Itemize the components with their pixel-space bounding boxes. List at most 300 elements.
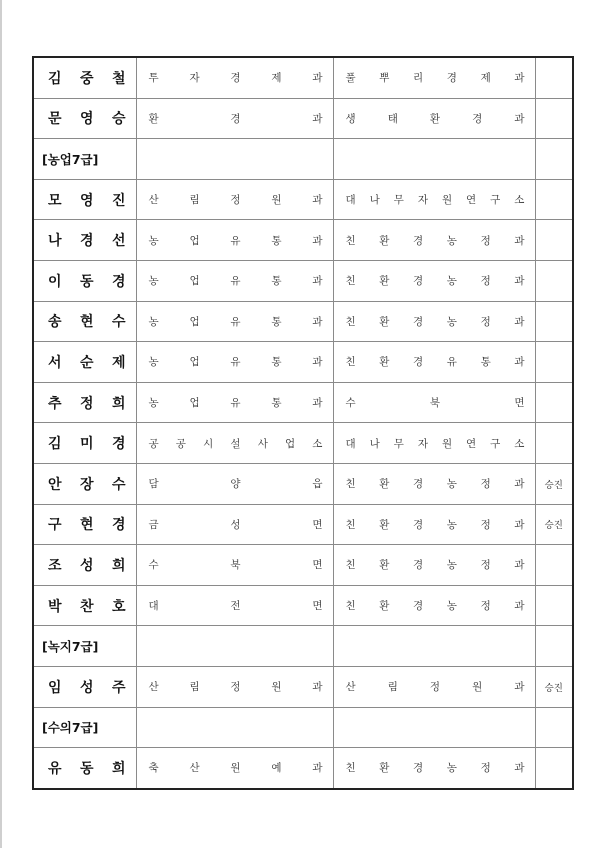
personnel-table-body	[33, 57, 573, 789]
section-to-empty	[333, 626, 535, 667]
previous-dept	[137, 598, 333, 613]
new-dept-char: 연	[466, 437, 477, 450]
new-dept	[334, 679, 535, 694]
employee-name	[34, 230, 136, 250]
name-cell	[33, 301, 136, 342]
employee-name-char: 성	[79, 557, 94, 574]
new-dept-char: 환	[379, 478, 390, 491]
new-dept-char: 친	[345, 559, 356, 572]
employee-name-char: 찬	[79, 598, 94, 615]
previous-dept-char: 통	[271, 275, 282, 288]
employee-name-char: 경	[79, 233, 94, 250]
new-dept-char: 농	[446, 518, 457, 531]
table-row	[33, 260, 573, 301]
new-dept	[334, 273, 535, 288]
new-dept-cell	[333, 666, 535, 707]
note-cell	[535, 342, 573, 383]
previous-dept-char: 통	[271, 356, 282, 369]
previous-dept-char: 산	[148, 681, 159, 694]
employee-name-char: 진	[111, 192, 126, 209]
previous-dept-char: 원	[230, 762, 241, 775]
employee-name-char: 승	[111, 111, 126, 128]
employee-name-char: 동	[79, 273, 94, 290]
employee-name-char: 송	[48, 314, 62, 331]
employee-name-char: 주	[111, 679, 126, 696]
previous-dept-char: 과	[312, 681, 323, 694]
new-dept-char: 산	[345, 681, 356, 694]
name-cell	[33, 98, 136, 139]
new-dept-char: 친	[345, 275, 356, 288]
table-row	[33, 748, 573, 789]
new-dept-char: 원	[441, 437, 453, 450]
new-dept-cell	[333, 463, 535, 504]
previous-dept-char: 업	[284, 437, 296, 450]
section-label-cell	[33, 626, 136, 667]
employee-name-char: 수	[111, 314, 126, 331]
employee-name	[34, 311, 136, 331]
previous-dept-char: 전	[230, 600, 241, 613]
name-cell	[33, 748, 136, 789]
note-cell	[535, 382, 573, 423]
new-dept-char: 과	[514, 762, 525, 775]
section-to-empty	[333, 139, 535, 180]
new-dept-cell	[333, 504, 535, 545]
previous-dept	[137, 760, 333, 775]
previous-dept-cell	[136, 260, 333, 301]
previous-dept-char: 과	[312, 112, 323, 125]
employee-name	[34, 758, 136, 778]
previous-dept-char: 소	[312, 437, 323, 450]
new-dept-char: 정	[480, 315, 491, 328]
previous-dept-char: 설	[230, 437, 241, 450]
note-cell	[535, 666, 573, 707]
new-dept-char: 경	[413, 559, 424, 572]
new-dept-cell	[333, 301, 535, 342]
previous-dept-char: 농	[148, 234, 159, 247]
previous-dept-char: 예	[271, 762, 282, 775]
name-cell	[33, 57, 136, 98]
previous-dept-char: 금	[148, 518, 159, 531]
employee-name-char: 김	[48, 70, 62, 87]
new-dept	[334, 354, 535, 369]
new-dept-char: 환	[379, 275, 390, 288]
page-edge	[0, 0, 2, 848]
new-dept-char: 환	[379, 518, 390, 531]
previous-dept-char: 과	[312, 275, 323, 288]
employee-name-char: 선	[111, 233, 126, 250]
new-dept-char: 농	[446, 315, 457, 328]
employee-name-char: 순	[79, 354, 94, 371]
new-dept-char: 친	[345, 762, 356, 775]
previous-dept-char: 유	[230, 315, 241, 328]
note-cell	[535, 220, 573, 261]
previous-dept-char: 읍	[312, 478, 323, 491]
previous-dept-cell	[136, 504, 333, 545]
new-dept-char: 농	[446, 234, 457, 247]
new-dept-char: 환	[379, 600, 390, 613]
section-row	[33, 626, 573, 667]
note-cell	[535, 260, 573, 301]
new-dept	[334, 476, 535, 491]
new-dept-char: 무	[393, 437, 404, 450]
new-dept-char: 친	[345, 600, 356, 613]
new-dept-char: 정	[480, 559, 491, 572]
employee-name-char: 동	[79, 760, 94, 777]
new-dept-char: 친	[345, 315, 356, 328]
previous-dept-char: 담	[148, 478, 159, 491]
employee-name-char: 박	[48, 598, 62, 615]
new-dept-char: 정	[480, 518, 491, 531]
name-cell	[33, 423, 136, 464]
employee-name-char: 영	[79, 111, 94, 128]
employee-name-char: 성	[79, 679, 94, 696]
employee-name-char: 희	[111, 395, 126, 412]
previous-dept-cell	[136, 585, 333, 626]
employee-name-char: 현	[79, 314, 94, 331]
new-dept-char: 리	[413, 72, 424, 85]
new-dept-char: 과	[514, 559, 525, 572]
note-cell	[535, 585, 573, 626]
new-dept-char: 환	[379, 559, 390, 572]
section-row	[33, 707, 573, 748]
previous-dept	[137, 192, 333, 207]
new-dept-char: 경	[413, 518, 424, 531]
new-dept-char: 태	[387, 112, 398, 125]
previous-dept	[137, 111, 333, 126]
table-row	[33, 666, 573, 707]
table-row	[33, 504, 573, 545]
new-dept	[334, 192, 535, 207]
section-note-empty	[535, 707, 573, 748]
new-dept-char: 경	[472, 112, 483, 125]
new-dept-char: 환	[379, 356, 390, 369]
new-dept-char: 생	[345, 112, 356, 125]
new-dept-cell	[333, 220, 535, 261]
previous-dept-char: 과	[312, 356, 323, 369]
previous-dept-cell	[136, 342, 333, 383]
new-dept-cell	[333, 179, 535, 220]
previous-dept-char: 과	[312, 762, 323, 775]
previous-dept	[137, 395, 333, 410]
new-dept-char: 과	[514, 315, 525, 328]
previous-dept-char: 제	[271, 72, 282, 85]
new-dept-cell	[333, 57, 535, 98]
employee-name	[34, 271, 136, 291]
section-note-empty	[535, 139, 573, 180]
previous-dept-cell	[136, 220, 333, 261]
new-dept-char: 통	[480, 356, 491, 369]
new-dept	[334, 436, 535, 451]
previous-dept-char: 농	[148, 315, 159, 328]
employee-name-char: 철	[111, 70, 126, 87]
previous-dept	[137, 233, 333, 248]
employee-name-char: 정	[79, 395, 94, 412]
new-dept-char: 과	[514, 234, 525, 247]
table-row	[33, 98, 573, 139]
table-row	[33, 179, 573, 220]
new-dept-char: 무	[393, 194, 404, 207]
employee-name	[34, 352, 136, 372]
name-cell	[33, 342, 136, 383]
previous-dept-char: 업	[189, 315, 200, 328]
table-row	[33, 585, 573, 626]
previous-dept-cell	[136, 463, 333, 504]
new-dept-cell	[333, 382, 535, 423]
previous-dept-char: 경	[230, 72, 241, 85]
previous-dept-char: 통	[271, 315, 282, 328]
new-dept-char: 환	[379, 315, 390, 328]
new-dept-char: 수	[345, 397, 356, 410]
section-label: [농업7급]	[42, 151, 99, 167]
note-cell	[535, 423, 573, 464]
name-cell	[33, 463, 136, 504]
employee-name-char: 유	[48, 760, 62, 777]
new-dept-char: 뿌	[379, 72, 390, 85]
employee-name	[34, 474, 136, 494]
previous-dept-char: 대	[148, 600, 159, 613]
previous-dept-char: 자	[189, 72, 200, 85]
previous-dept-char: 농	[148, 356, 159, 369]
section-note-empty	[535, 626, 573, 667]
previous-dept	[137, 354, 333, 369]
section-label: [녹지7급]	[42, 639, 99, 655]
new-dept	[334, 557, 535, 572]
note-cell	[535, 179, 573, 220]
name-cell	[33, 666, 136, 707]
note-cell	[535, 301, 573, 342]
employee-name-char: 나	[48, 233, 62, 250]
new-dept-cell	[333, 260, 535, 301]
new-dept-char: 대	[345, 194, 356, 207]
new-dept-char: 제	[480, 72, 491, 85]
previous-dept-char: 통	[271, 397, 282, 410]
new-dept-char: 자	[417, 437, 428, 450]
new-dept-char: 림	[387, 681, 398, 694]
new-dept-char: 과	[514, 275, 525, 288]
note-cell	[535, 545, 573, 586]
previous-dept-char: 면	[312, 518, 323, 531]
employee-name-char: 수	[111, 476, 126, 493]
employee-name-char: 조	[48, 557, 62, 574]
new-dept	[334, 598, 535, 613]
employee-name-char: 구	[48, 517, 62, 534]
new-dept-char: 농	[446, 762, 457, 775]
new-dept-char: 환	[379, 234, 390, 247]
new-dept-char: 나	[369, 194, 380, 207]
section-from-empty	[136, 139, 333, 180]
previous-dept-char: 과	[312, 315, 323, 328]
new-dept	[334, 233, 535, 248]
new-dept-cell	[333, 585, 535, 626]
previous-dept-char: 산	[189, 762, 200, 775]
employee-name-char: 임	[48, 679, 62, 696]
new-dept-char: 환	[379, 762, 390, 775]
previous-dept-char: 경	[230, 112, 241, 125]
name-cell	[33, 260, 136, 301]
section-from-empty	[136, 707, 333, 748]
previous-dept	[137, 476, 333, 491]
new-dept-char: 정	[480, 234, 491, 247]
previous-dept-char: 과	[312, 194, 323, 207]
previous-dept-char: 정	[230, 681, 241, 694]
new-dept-char: 연	[466, 194, 477, 207]
previous-dept-char: 환	[148, 112, 159, 125]
note-text: 승진	[544, 479, 563, 491]
new-dept-char: 대	[345, 437, 356, 450]
previous-dept	[137, 70, 333, 85]
employee-name-char: 경	[111, 517, 126, 534]
name-cell	[33, 545, 136, 586]
previous-dept-cell	[136, 748, 333, 789]
previous-dept-cell	[136, 545, 333, 586]
table-row	[33, 342, 573, 383]
note-cell	[535, 748, 573, 789]
employee-name-char: 이	[48, 273, 62, 290]
previous-dept-cell	[136, 179, 333, 220]
new-dept	[334, 314, 535, 329]
new-dept-char: 정	[480, 762, 491, 775]
new-dept	[334, 760, 535, 775]
new-dept-char: 친	[345, 518, 356, 531]
previous-dept-char: 시	[203, 437, 214, 450]
previous-dept-char: 면	[312, 600, 323, 613]
new-dept-char: 과	[514, 112, 525, 125]
new-dept-cell	[333, 342, 535, 383]
new-dept-char: 정	[480, 275, 491, 288]
employee-name-char: 추	[48, 395, 62, 412]
section-label-cell	[33, 139, 136, 180]
previous-dept-char: 림	[189, 194, 200, 207]
new-dept-char: 경	[413, 275, 424, 288]
employee-name-char: 안	[48, 476, 62, 493]
new-dept-char: 농	[446, 478, 457, 491]
section-from-empty	[136, 626, 333, 667]
section-label: [수의7급]	[42, 720, 99, 736]
new-dept-char: 과	[514, 518, 525, 531]
previous-dept-char: 정	[230, 194, 241, 207]
employee-name	[34, 677, 136, 697]
new-dept-char: 친	[345, 478, 356, 491]
new-dept-char: 면	[514, 397, 525, 410]
table-row	[33, 301, 573, 342]
table-row	[33, 220, 573, 261]
new-dept-char: 환	[429, 112, 441, 125]
section-row	[33, 139, 573, 180]
employee-name-char: 희	[111, 760, 126, 777]
new-dept-char: 북	[429, 397, 441, 410]
employee-name	[34, 393, 136, 413]
previous-dept	[137, 557, 333, 572]
employee-name-char: 모	[48, 192, 62, 209]
new-dept-char: 나	[369, 437, 380, 450]
previous-dept	[137, 436, 333, 451]
previous-dept-cell	[136, 57, 333, 98]
new-dept	[334, 395, 535, 410]
previous-dept-char: 림	[189, 681, 200, 694]
new-dept-char: 과	[514, 600, 525, 613]
new-dept-char: 과	[514, 72, 525, 85]
table-row	[33, 423, 573, 464]
previous-dept-char: 과	[312, 397, 323, 410]
employee-name-char: 제	[111, 354, 126, 371]
note-cell	[535, 504, 573, 545]
table-row	[33, 545, 573, 586]
new-dept-cell	[333, 423, 535, 464]
previous-dept-char: 원	[271, 194, 282, 207]
previous-dept	[137, 273, 333, 288]
name-cell	[33, 504, 136, 545]
new-dept-char: 정	[480, 478, 491, 491]
new-dept-char: 경	[413, 234, 424, 247]
new-dept-char: 과	[514, 356, 525, 369]
employee-name-char: 김	[48, 436, 62, 453]
previous-dept-cell	[136, 382, 333, 423]
note-text: 승진	[544, 520, 563, 532]
new-dept-char: 과	[514, 478, 525, 491]
previous-dept	[137, 679, 333, 694]
employee-name-char: 현	[79, 517, 94, 534]
previous-dept-char: 산	[148, 194, 159, 207]
previous-dept-char: 과	[312, 234, 323, 247]
employee-name	[34, 433, 136, 453]
previous-dept-char: 과	[312, 72, 323, 85]
previous-dept-char: 원	[271, 681, 282, 694]
previous-dept-char: 농	[148, 275, 159, 288]
new-dept-char: 농	[446, 600, 457, 613]
previous-dept-char: 통	[271, 234, 282, 247]
new-dept-char: 친	[345, 356, 356, 369]
previous-dept	[137, 314, 333, 329]
employee-name-char: 영	[79, 192, 94, 209]
new-dept	[334, 517, 535, 532]
table-row	[33, 57, 573, 98]
previous-dept-char: 축	[148, 762, 159, 775]
previous-dept-char: 농	[148, 397, 159, 410]
new-dept-char: 풀	[345, 72, 356, 85]
new-dept-char: 경	[413, 478, 424, 491]
new-dept-char: 경	[413, 315, 424, 328]
employee-name-char: 경	[111, 273, 126, 290]
employee-name-char: 경	[111, 436, 126, 453]
employee-name	[34, 68, 136, 88]
previous-dept-char: 공	[148, 437, 159, 450]
employee-name	[34, 514, 136, 534]
new-dept-char: 구	[490, 194, 501, 207]
previous-dept-cell	[136, 301, 333, 342]
new-dept-char: 친	[345, 234, 356, 247]
previous-dept-char: 유	[230, 275, 241, 288]
new-dept-char: 과	[514, 681, 525, 694]
note-text: 승진	[544, 682, 563, 694]
previous-dept-char: 면	[312, 559, 323, 572]
previous-dept-char: 유	[230, 397, 241, 410]
new-dept	[334, 70, 535, 85]
new-dept-char: 유	[446, 356, 457, 369]
section-label-cell	[33, 707, 136, 748]
new-dept-char: 경	[413, 600, 424, 613]
new-dept-char: 경	[413, 356, 424, 369]
previous-dept-char: 업	[189, 234, 200, 247]
new-dept-char: 소	[514, 194, 525, 207]
note-cell	[535, 57, 573, 98]
previous-dept	[137, 517, 333, 532]
previous-dept-char: 사	[257, 437, 268, 450]
employee-name-char: 문	[48, 111, 62, 128]
employee-name-char: 미	[79, 436, 94, 453]
previous-dept-char: 유	[230, 356, 241, 369]
new-dept-char: 원	[472, 681, 483, 694]
previous-dept-cell	[136, 98, 333, 139]
